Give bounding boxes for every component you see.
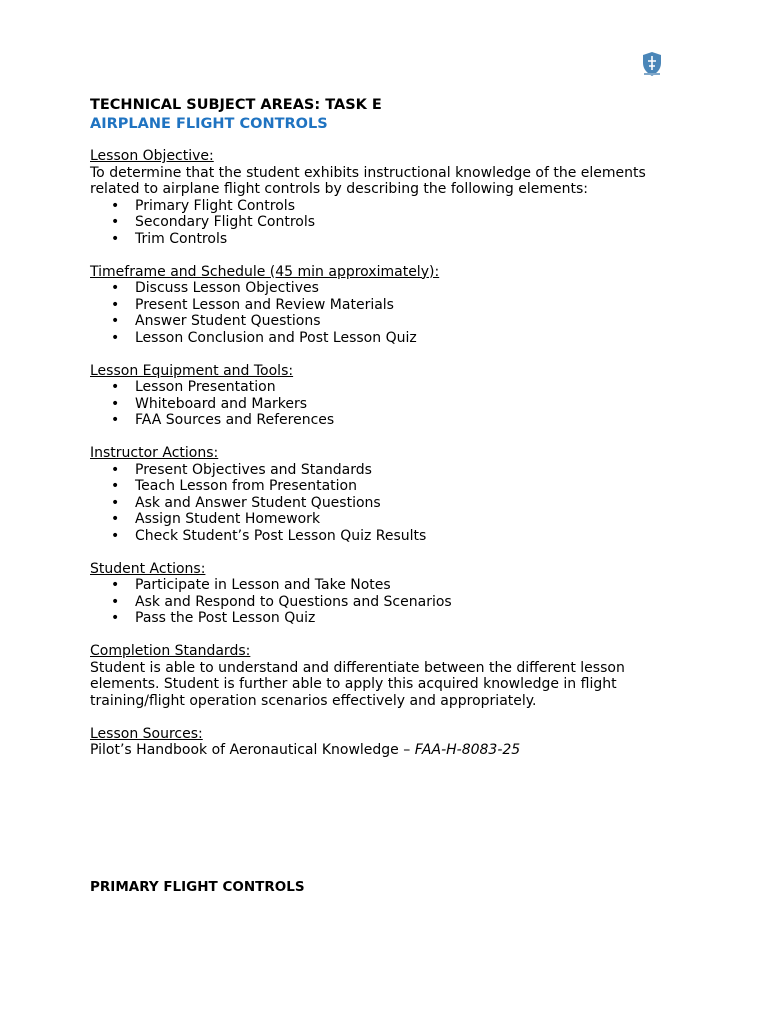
shield-logo-icon [641,51,663,77]
instructor-list [90,462,690,545]
list-item: • Lesson Presentation [135,379,690,396]
list-item: • Assign Student Homework [135,511,690,528]
next-section-title: PRIMARY FLIGHT CONTROLS [90,879,305,895]
list-item: • Discuss Lesson Objectives [135,280,690,297]
list-item: • Trim Controls [135,231,690,248]
list-item: • FAA Sources and References [135,412,690,429]
equipment-list [90,379,690,429]
timeframe-heading: Timeframe and Schedule (45 min approximately): [90,263,440,280]
list-item: • Ask and Answer Student Questions [135,495,690,512]
student-heading: Student Actions: [90,560,206,577]
completion-heading: Completion Standards: [90,643,251,659]
document-subtitle: AIRPLANE FLIGHT CONTROLS [90,116,328,132]
sources-line [90,742,690,759]
objective-text: To determine that the student exhibits instructional knowledge of the elements related to airplane flight controls by describing the following elements: [90,164,646,197]
list-item: • Present Objectives and Standards [135,462,690,479]
objective-list [90,198,690,248]
instructor-heading: Instructor Actions: [90,445,219,461]
sources-heading: Lesson Sources: [90,725,203,742]
list-item: • Teach Lesson from Presentation [135,478,690,495]
completion-text: Student is able to understand and differentiate between the different lesson elements. Student is further able to apply this acquired knowledge in flight training/flight operation scenarios effectively and appropriately. [90,659,625,709]
list-item: • Ask and Respond to Questions and Scenarios [135,594,690,611]
list-item: • Pass the Post Lesson Quiz [135,610,690,627]
student-list [90,577,690,627]
sources-text: Pilot’s Handbook of Aeronautical Knowledge – [90,742,415,758]
document-page [90,96,690,759]
timeframe-list [90,280,690,346]
objective-heading: Lesson Objective: [90,148,214,164]
equipment-heading: Lesson Equipment and Tools: [90,362,294,379]
list-item: • Participate in Lesson and Take Notes [135,577,690,594]
list-item: • Check Student’s Post Lesson Quiz Results [135,528,690,545]
student-section [90,561,690,627]
document-title: TECHNICAL SUBJECT AREAS: TASK E [90,97,382,113]
completion-section [90,643,690,709]
list-item: • Answer Student Questions [135,313,690,330]
list-item: • Lesson Conclusion and Post Lesson Quiz [135,330,690,347]
list-item: • Primary Flight Controls [135,198,690,215]
list-item: • Whiteboard and Markers [135,396,690,413]
list-item: • Secondary Flight Controls [135,214,690,231]
list-item: • Present Lesson and Review Materials [135,297,690,314]
objective-section [90,148,690,247]
instructor-section [90,445,690,544]
equipment-section [90,363,690,429]
sources-reference: FAA-H-8083-25 [414,742,521,758]
sources-section [90,726,690,759]
timeframe-section [90,264,690,347]
